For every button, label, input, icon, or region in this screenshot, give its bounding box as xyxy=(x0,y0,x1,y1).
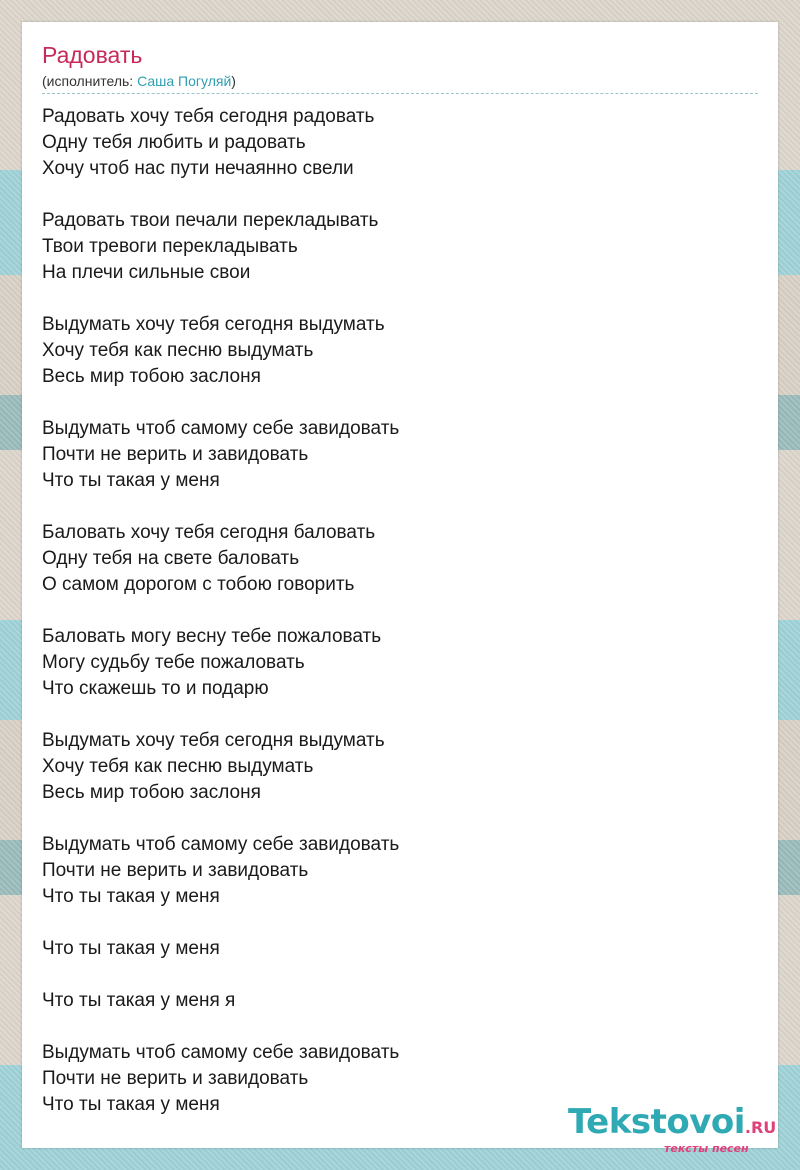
lyrics-line: Что ты такая у меня xyxy=(42,1094,220,1115)
lyrics-stanza xyxy=(42,104,399,182)
title-divider xyxy=(42,93,758,94)
lyrics-line: Могу судьбу тебе пожаловать xyxy=(42,652,305,673)
lyrics-line: Хочу чтоб нас пути нечаянно свели xyxy=(42,158,354,179)
lyrics-line: Выдумать хочу тебя сегодня выдумать xyxy=(42,314,385,335)
lyrics-stanza xyxy=(42,936,399,962)
lyrics-line: Выдумать чтоб самому себе завидовать xyxy=(42,834,400,855)
song-title: Радовать xyxy=(42,42,143,68)
logo-tld: .RU xyxy=(744,1118,777,1137)
lyrics-text xyxy=(42,104,399,1144)
artist-link[interactable]: Саша Погуляй xyxy=(137,73,232,89)
lyrics-line: Что ты такая у меня я xyxy=(42,990,236,1011)
lyrics-line: Почти не верить и завидовать xyxy=(42,1068,309,1089)
lyrics-stanza xyxy=(42,832,399,910)
lyrics-line: Что ты такая у меня xyxy=(42,470,220,491)
lyrics-stanza xyxy=(42,988,399,1014)
site-logo[interactable] xyxy=(568,1102,777,1155)
lyrics-line: Радовать хочу тебя сегодня радовать xyxy=(42,106,375,127)
lyrics-line: Одну тебя любить и радовать xyxy=(42,132,306,153)
lyrics-stanza xyxy=(42,416,399,494)
lyrics-line: Хочу тебя как песню выдумать xyxy=(42,756,314,777)
lyrics-line: Что скажешь то и подарю xyxy=(42,678,269,699)
lyrics-stanza xyxy=(42,208,399,286)
lyrics-line: Почти не верить и завидовать xyxy=(42,444,309,465)
lyrics-stanza xyxy=(42,1040,399,1118)
lyrics-line: Одну тебя на свете баловать xyxy=(42,548,300,569)
artist-suffix: ) xyxy=(231,73,236,89)
artist-prefix: (исполнитель: xyxy=(42,73,138,89)
lyrics-stanza xyxy=(42,312,399,390)
lyrics-line: Баловать хочу тебя сегодня баловать xyxy=(42,522,376,543)
lyrics-line: О самом дорогом с тобою говорить xyxy=(42,574,355,595)
lyrics-line: Весь мир тобою заслоня xyxy=(42,782,261,803)
lyrics-card xyxy=(22,22,778,1155)
artist-line xyxy=(42,73,236,89)
logo-tagline: тексты песен xyxy=(664,1142,749,1155)
lyrics-line: Выдумать чтоб самому себе завидовать xyxy=(42,1042,400,1063)
lyrics-stanza xyxy=(42,624,399,702)
lyrics-line: Весь мир тобою заслоня xyxy=(42,366,261,387)
lyrics-stanza xyxy=(42,728,399,806)
lyrics-line: На плечи сильные свои xyxy=(42,262,251,283)
lyrics-line: Хочу тебя как песню выдумать xyxy=(42,340,314,361)
lyrics-line: Твои тревоги перекладывать xyxy=(42,236,298,257)
lyrics-line: Почти не верить и завидовать xyxy=(42,860,309,881)
lyrics-line: Что ты такая у меня xyxy=(42,886,220,907)
lyrics-line: Выдумать хочу тебя сегодня выдумать xyxy=(42,730,385,751)
lyrics-line: Баловать могу весну тебе пожаловать xyxy=(42,626,382,647)
lyrics-line: Что ты такая у меня xyxy=(42,938,220,959)
lyrics-line: Выдумать чтоб самому себе завидовать xyxy=(42,418,400,439)
lyrics-stanza xyxy=(42,520,399,598)
lyrics-line: Радовать твои печали перекладывать xyxy=(42,210,379,231)
logo-brand: Tekstovoi xyxy=(568,1102,745,1142)
